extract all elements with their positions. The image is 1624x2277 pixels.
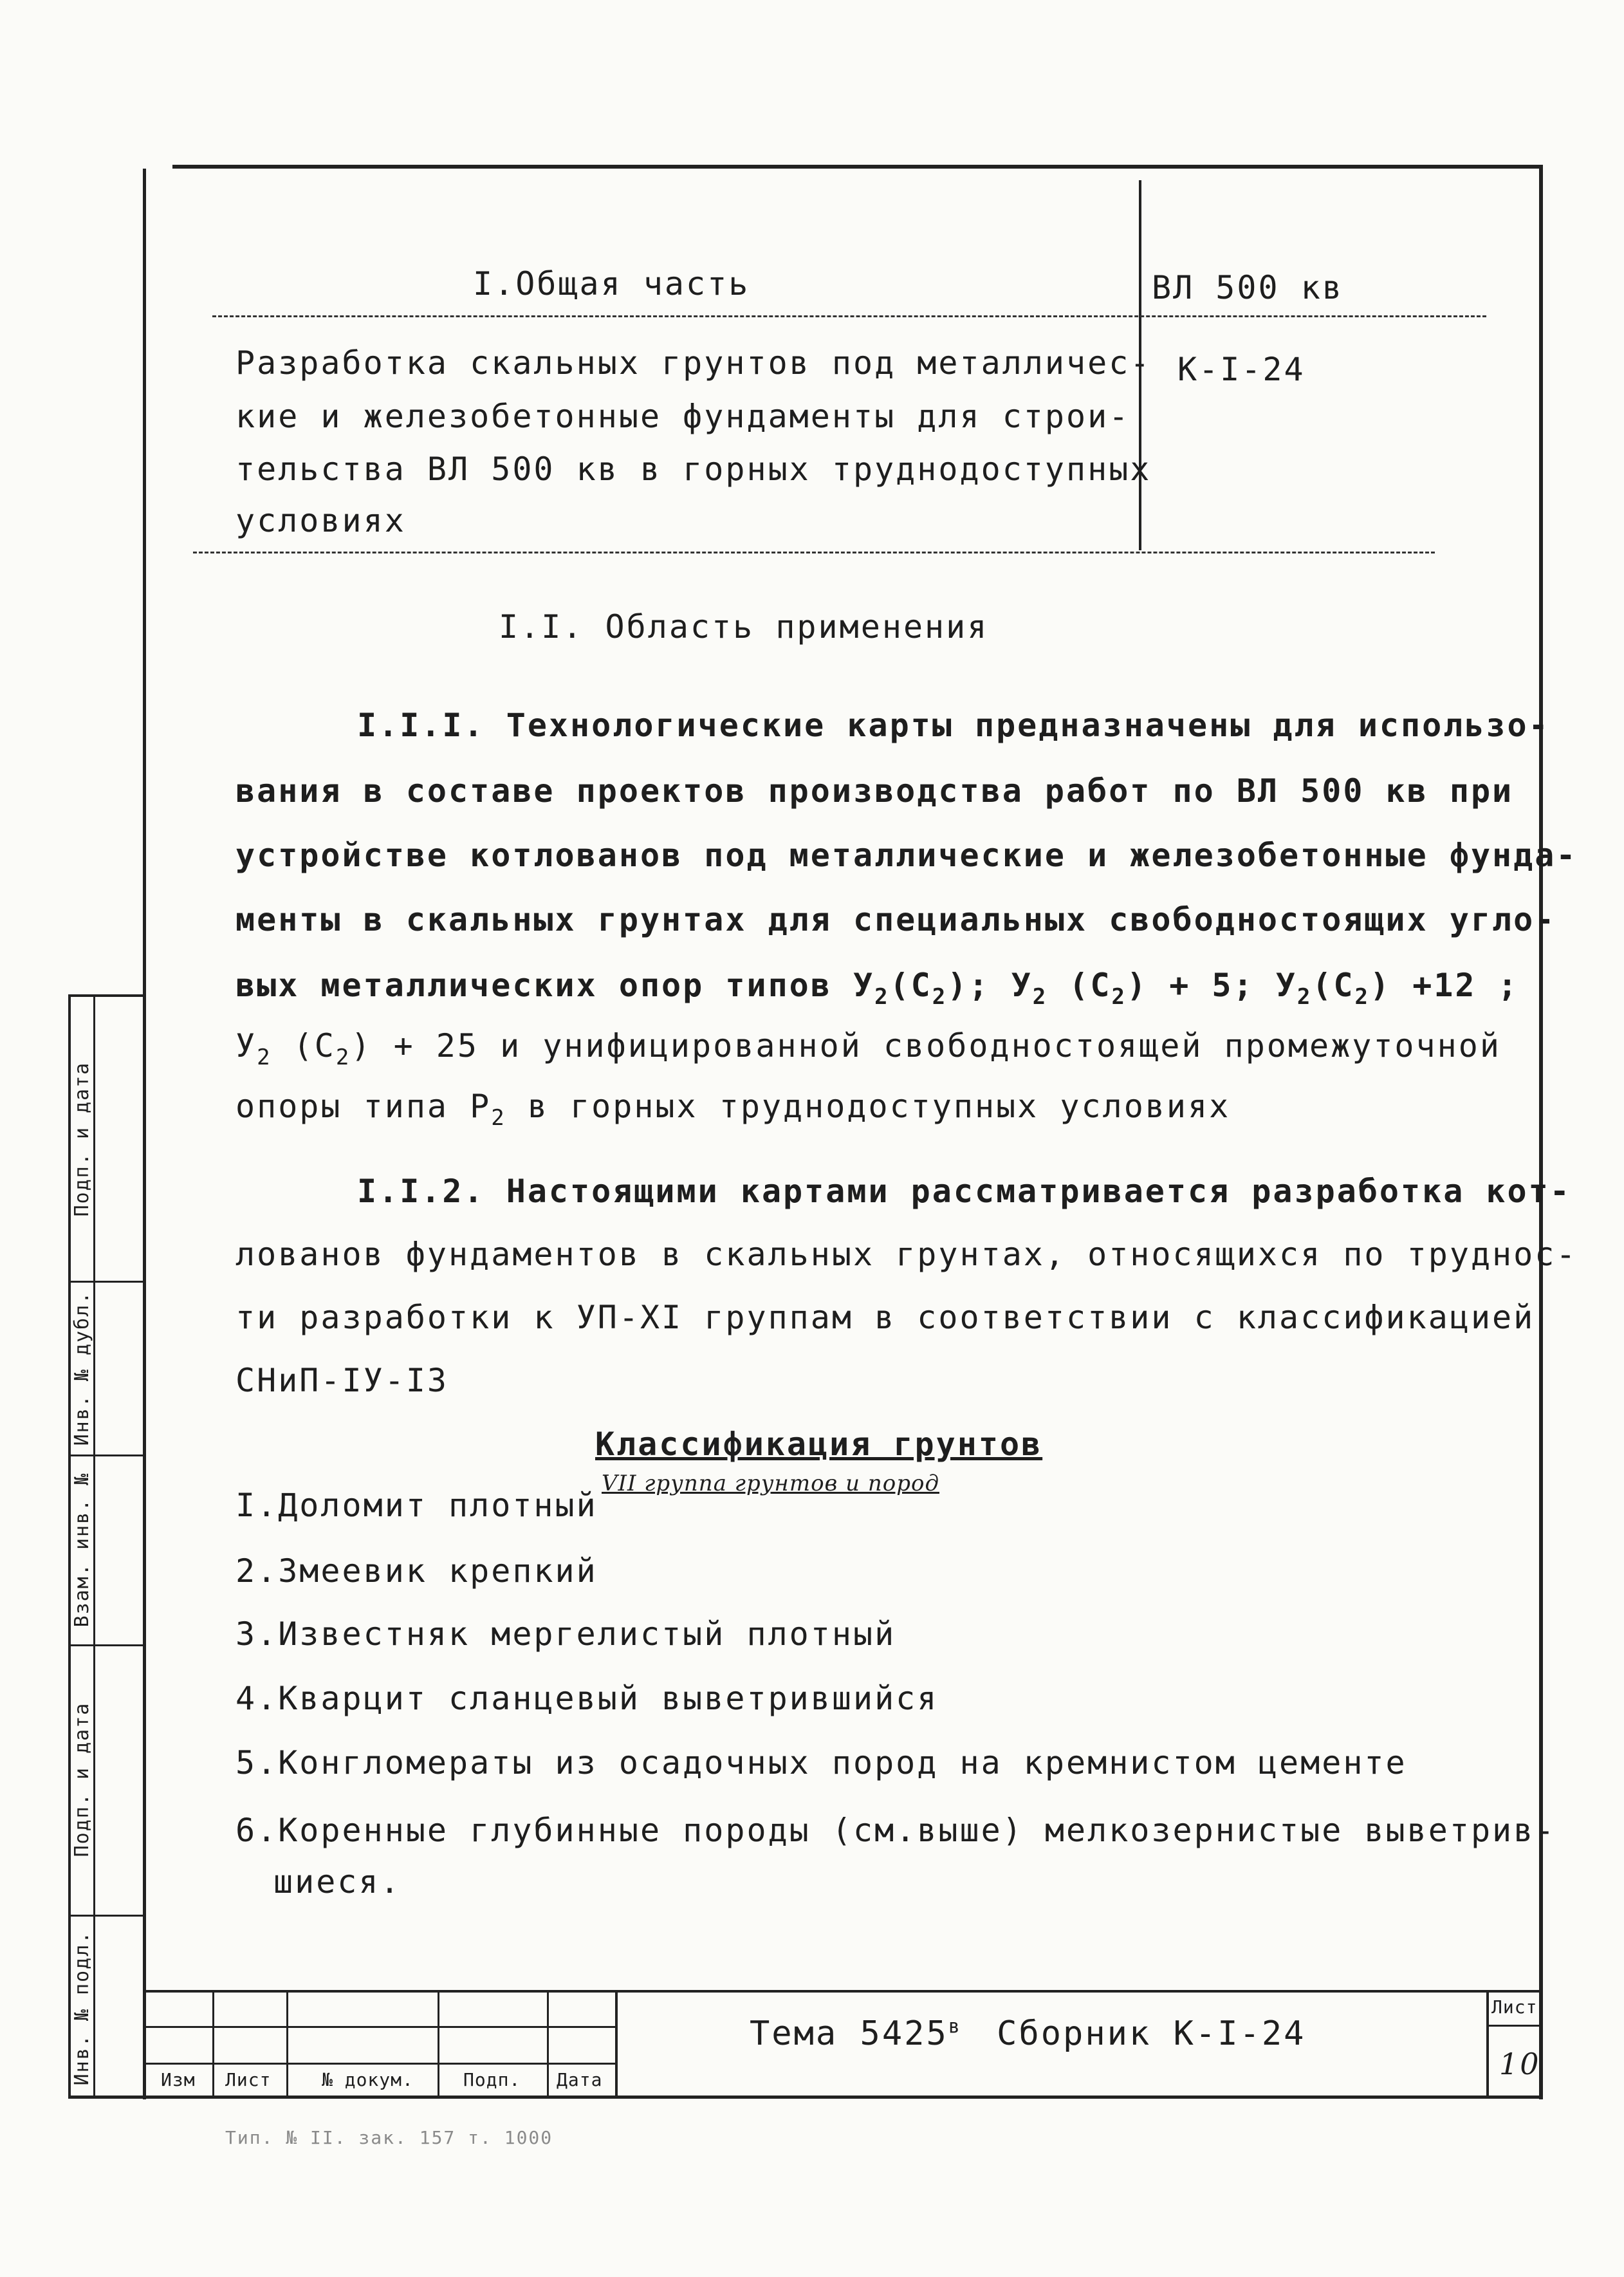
text-run: в горных труднодоступных условиях bbox=[506, 1088, 1231, 1125]
formula-sub: 2 bbox=[491, 1105, 506, 1131]
formula-line bbox=[235, 967, 1519, 1010]
formula-text: У bbox=[1011, 967, 1033, 1004]
handwritten-note: VII группа грунтов и пород bbox=[602, 1471, 939, 1496]
paragraph-line: I.I.2. Настоящими картами рассматривается разработка кот- bbox=[357, 1173, 1571, 1210]
text-run: опоры типа Р bbox=[235, 1088, 492, 1125]
title-block-col bbox=[212, 1990, 214, 2096]
formula-line bbox=[235, 1027, 1501, 1070]
footer-theme bbox=[750, 2014, 1306, 2053]
subject-line: кие и железобетонные фундаменты для строи- bbox=[235, 398, 1130, 435]
column-header: Изм bbox=[161, 2069, 196, 2090]
paragraph-line: СНиП-IУ-I3 bbox=[235, 1362, 449, 1399]
sheet-number: 10 bbox=[1499, 2047, 1541, 2081]
list-item: 2.Змеевик крепкий bbox=[235, 1552, 598, 1590]
title-block-col bbox=[286, 1990, 288, 2096]
formula-sub: 2 bbox=[874, 984, 890, 1010]
column-header: Лист bbox=[225, 2069, 272, 2090]
paragraph-line: ти разработки к УП-ХI группам в соответствии с классификацией bbox=[235, 1299, 1535, 1336]
side-stamp-cell: Инв. № дубл. bbox=[71, 1290, 93, 1446]
formula-text: У bbox=[853, 967, 875, 1004]
subject-line: условиях bbox=[235, 502, 406, 539]
title-block-col bbox=[1486, 1990, 1489, 2096]
formula-sub: 2 bbox=[1296, 984, 1313, 1010]
title-block-row bbox=[145, 2026, 615, 2028]
theme-text: Тема 5425 bbox=[750, 2014, 948, 2053]
formula-sub: 2 bbox=[1032, 984, 1048, 1010]
title-block-row bbox=[145, 2063, 615, 2065]
subject-line: тельства ВЛ 500 кв в горных труднодоступных bbox=[235, 451, 1152, 488]
header-divider-1 bbox=[212, 315, 1486, 317]
formula-text: У bbox=[235, 1027, 257, 1064]
sheet-label: Лист bbox=[1491, 1996, 1538, 2018]
formula-text: ) +12 ; bbox=[1370, 967, 1519, 1004]
header-divider-2 bbox=[193, 552, 1435, 553]
formula-text: ) + 25 и унифицированной свободностоящей промежуточной bbox=[351, 1027, 1501, 1064]
theme-sup: в bbox=[948, 2015, 962, 2038]
formula-text: (С bbox=[272, 1027, 336, 1064]
list-item: I.Доломит плотный bbox=[235, 1487, 598, 1524]
formula-text: (С bbox=[889, 967, 932, 1004]
column-header: № докум. bbox=[322, 2069, 414, 2090]
column-header: Дата bbox=[557, 2069, 603, 2090]
paragraph-line: I.I.I. Технологические карты предназначены для использо- bbox=[357, 707, 1550, 744]
title-block-col bbox=[615, 1990, 618, 2096]
column-header: Подп. bbox=[463, 2069, 521, 2090]
title-block-top bbox=[145, 1990, 1540, 1993]
list-item: 3.Известняк мергелистый плотный bbox=[235, 1615, 896, 1653]
formula-text: ); bbox=[947, 967, 1011, 1004]
title-block-row bbox=[1486, 2025, 1540, 2027]
section-title: I.Общая часть bbox=[473, 265, 750, 302]
paragraph-line bbox=[235, 1088, 1230, 1131]
side-stamp-top bbox=[68, 994, 145, 997]
formula-text: У bbox=[1275, 967, 1297, 1004]
frame-bottom-border bbox=[71, 2096, 1543, 2099]
formula-sub: 2 bbox=[1111, 984, 1127, 1010]
frame-top-border bbox=[172, 165, 1543, 169]
frame-right-border bbox=[1539, 169, 1543, 2099]
list-item: 5.Конгломераты из осадочных пород на кремнистом цементе bbox=[235, 1744, 1407, 1781]
paragraph-line: вания в составе проектов производства работ по ВЛ 500 кв при bbox=[235, 772, 1514, 810]
list-item: 4.Кварцит сланцевый выветрившийся bbox=[235, 1680, 939, 1717]
formula-sub: 2 bbox=[335, 1045, 351, 1070]
printer-note: Тип. № II. зак. 157 т. 1000 bbox=[225, 2127, 553, 2148]
formula-sub: 2 bbox=[257, 1045, 272, 1070]
side-stamp-cell: Инв. № подл. bbox=[71, 1930, 93, 2086]
paragraph-line: лованов фундаментов в скальных грунтах, относящихся по труднос- bbox=[235, 1236, 1578, 1273]
formula-sub: 2 bbox=[932, 984, 948, 1010]
section-heading: I.I. Область применения bbox=[499, 608, 989, 646]
title-block-col bbox=[547, 1990, 549, 2096]
formula-text: (С bbox=[1047, 967, 1112, 1004]
side-stamp-cell: Взам. инв. № bbox=[71, 1472, 93, 1628]
formula-text: ) + 5; bbox=[1126, 967, 1276, 1004]
collection-text: Сборник К-I-24 bbox=[997, 2014, 1306, 2053]
frame-left-border bbox=[143, 169, 146, 2099]
side-stamp-cell: Подп. и дата bbox=[71, 1702, 93, 1857]
paragraph-line: устройстве котлованов под металлические и железобетонные фунда- bbox=[235, 837, 1578, 874]
subject-line: Разработка скальных грунтов под металличес- bbox=[235, 344, 1152, 382]
document-code: К-I-24 bbox=[1177, 351, 1306, 388]
classification-title: Классификация грунтов bbox=[595, 1426, 1043, 1463]
formula-text: (С bbox=[1312, 967, 1355, 1004]
list-item: 6.Коренные глубинные породы (см.выше) мелкозернистые выветрив- bbox=[235, 1812, 1556, 1849]
list-item: шиеся. bbox=[273, 1863, 401, 1901]
formula-prefix: вых металлических опор типов bbox=[235, 967, 832, 1004]
title-block-col bbox=[438, 1990, 439, 2096]
line-designation: ВЛ 500 кв bbox=[1152, 269, 1343, 306]
formula-sub: 2 bbox=[1354, 984, 1370, 1010]
paragraph-line: менты в скальных грунтах для специальных свободностоящих угло- bbox=[235, 901, 1556, 938]
side-stamp-cell: Подп. и дата bbox=[71, 1061, 93, 1217]
